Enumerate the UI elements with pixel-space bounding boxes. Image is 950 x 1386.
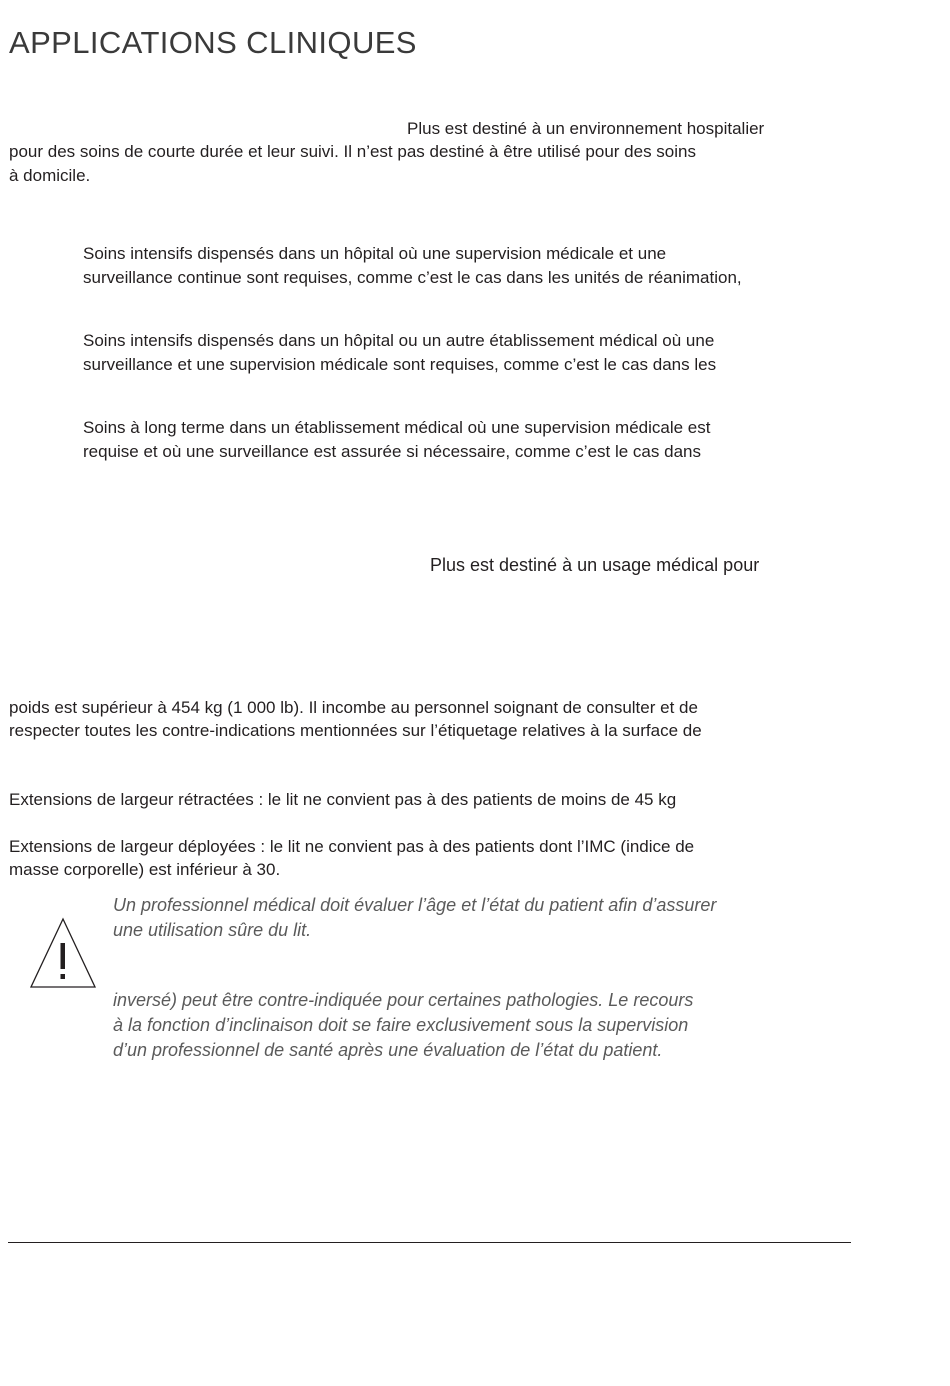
width-retracted-text: Extensions de largeur rétractées : le lit ne convient pas à des patients de moins de 45 kg [9, 790, 677, 809]
care-setting-1-line-1: Soins intensifs dispensés dans un hôpital où une supervision médicale et une [83, 244, 667, 263]
care-setting-3-line-1: Soins à long terme dans un établissement médical où une supervision médicale est [83, 418, 711, 437]
intro-line-2: pour des soins de courte durée et leur suivi. Il n’est pas destiné à être utilisé pour des soins [9, 142, 696, 161]
width-deployed-line-2: masse corporelle) est inférieur à 30. [9, 860, 281, 879]
contraindications-line-2: respecter toutes les contre-indications mentionnées sur l’étiquetage relatives à la surface de [9, 721, 702, 740]
warning-para-1-line-2: une utilisation sûre du lit. [113, 920, 312, 940]
care-setting-3-line-2: requise et où une surveillance est assurée si nécessaire, comme c’est le cas dans [83, 442, 701, 461]
care-setting-2-line-1: Soins intensifs dispensés dans un hôpital ou un autre établissement médical où une [83, 331, 715, 350]
warning-para-2-line-1: inversé) peut être contre-indiquée pour certaines pathologies. Le recours [113, 990, 694, 1010]
warning-triangle-icon [29, 917, 97, 989]
contraindications-line-1: poids est supérieur à 454 kg (1 000 lb). Il incombe au personnel soignant de consulter et de [9, 698, 698, 717]
width-deployed-line-1: Extensions de largeur déployées : le lit ne convient pas à des patients dont l’IMC (indice de [9, 837, 695, 856]
page-title: APPLICATIONS CLINIQUES [9, 25, 417, 60]
usage-text: Plus est destiné à un usage médical pour [430, 555, 760, 575]
warning-para-2-line-3: d’un professionnel de santé après une évaluation de l’état du patient. [113, 1040, 663, 1060]
care-setting-1-line-2: surveillance continue sont requises, comme c’est le cas dans les unités de réanimation, [83, 268, 742, 287]
intro-line-3: à domicile. [9, 166, 91, 185]
footer-divider [8, 1242, 851, 1243]
warning-para-2-line-2: à la fonction d’inclinaison doit se faire exclusivement sous la supervision [113, 1015, 689, 1035]
care-setting-2-line-2: surveillance et une supervision médicale sont requises, comme c’est le cas dans les [83, 355, 717, 374]
warning-para-1-line-1: Un professionnel médical doit évaluer l’âge et l’état du patient afin d’assurer [113, 895, 717, 915]
intro-line-1: Plus est destiné à un environnement hospitalier [407, 119, 765, 138]
